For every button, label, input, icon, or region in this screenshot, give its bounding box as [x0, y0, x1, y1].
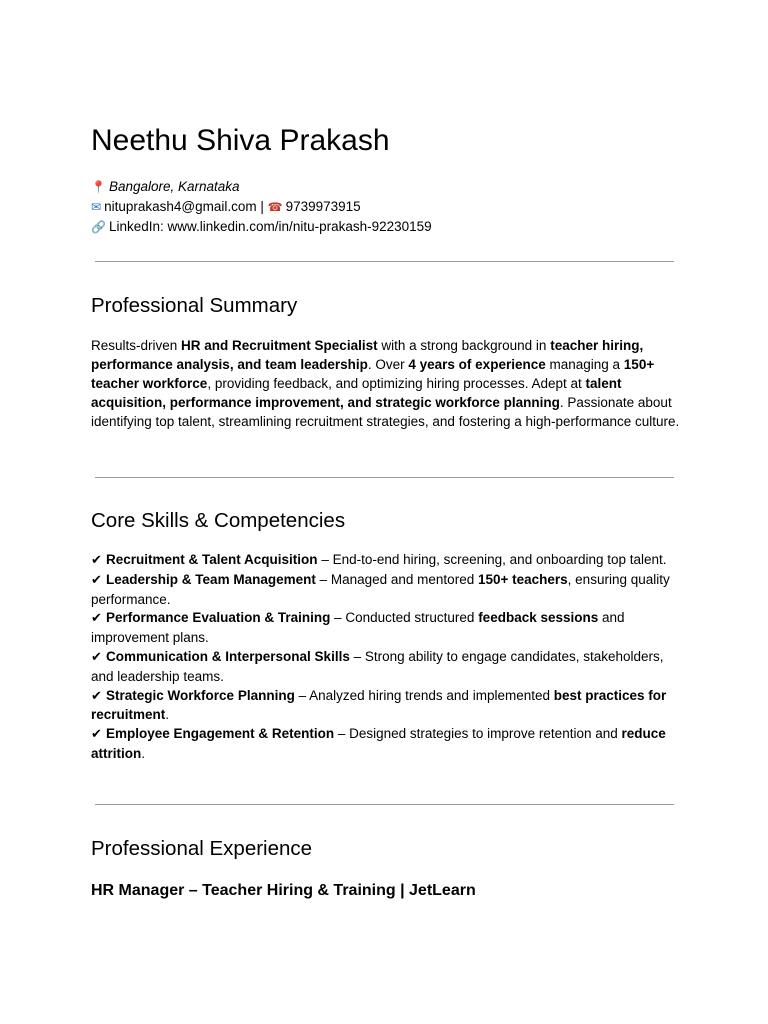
- summary-heading: Professional Summary: [91, 294, 298, 317]
- text-span: with a strong background in: [377, 338, 551, 353]
- checkmark-icon: ✔: [91, 649, 107, 665]
- skill-item: [91, 609, 681, 648]
- text-span: , ensuring quality performance.: [91, 571, 670, 607]
- skills-list: [91, 551, 681, 764]
- bold-text: reduce attrition: [91, 726, 666, 761]
- contact-separator: |: [256, 199, 268, 214]
- bold-text: HR and Recruitment Specialist: [181, 338, 378, 353]
- phone-icon: ☎: [267, 200, 283, 214]
- skill-item: [91, 571, 681, 610]
- bold-text: Performance Evaluation & Training: [106, 610, 331, 626]
- bold-text: teacher hiring, performance analysis, and team leadership: [91, 338, 644, 372]
- text-span: . Passionate about identifying top talent, streamlining recruitment strategies, and fostering a high-performance culture.: [91, 395, 680, 429]
- skill-item: [91, 687, 681, 726]
- bold-text: Communication & Interpersonal Skills: [106, 648, 350, 664]
- section-divider: [95, 261, 674, 262]
- skill-item: [91, 648, 681, 687]
- section-divider: [95, 804, 674, 805]
- bold-text: Strategic Workforce Planning: [106, 687, 295, 703]
- skills-heading: Core Skills & Competencies: [91, 509, 346, 532]
- email-icon: ✉: [91, 200, 102, 214]
- text-span: and improvement plans.: [91, 610, 625, 646]
- link-icon: 🔗: [91, 220, 106, 234]
- text-span: Results-driven: [91, 338, 182, 353]
- summary-paragraph: [91, 336, 681, 431]
- contact-block: [91, 177, 432, 237]
- text-span: .: [141, 745, 146, 761]
- location-line: [91, 177, 432, 197]
- job-title: HR Manager – Teacher Hiring & Training | JetLearn: [91, 882, 476, 899]
- text-span: . Over: [367, 357, 409, 372]
- bold-text: Recruitment & Talent Acquisition: [106, 552, 318, 567]
- text-span: .: [165, 707, 170, 723]
- text-span: – End-to-end hiring, screening, and onboarding top talent.: [317, 552, 667, 567]
- bold-text: Employee Engagement & Retention: [106, 726, 335, 742]
- checkmark-icon: ✔: [91, 553, 107, 568]
- linkedin-url[interactable]: www.linkedin.com/in/nitu-prakash-92230159: [167, 219, 432, 234]
- checkmark-icon: ✔: [91, 688, 107, 704]
- location-text: Bangalore, Karnataka: [108, 179, 240, 194]
- text-span: – Strong ability to engage candidates, stakeholders, and leadership teams.: [91, 648, 664, 684]
- bold-text: feedback sessions: [478, 610, 599, 626]
- text-span: – Analyzed hiring trends and implemented: [294, 687, 554, 703]
- phone-number: 9739973915: [285, 199, 361, 214]
- checkmark-icon: ✔: [91, 611, 107, 627]
- checkmark-icon: ✔: [91, 727, 107, 743]
- linkedin-line: [91, 217, 432, 237]
- email-link[interactable]: nituprakash4@gmail.com: [104, 199, 257, 214]
- text-span: , providing feedback, and optimizing hiring processes. Adept at: [207, 376, 586, 391]
- skill-item: [91, 725, 681, 764]
- bold-text: best practices for recruitment: [91, 687, 667, 723]
- bold-text: Leadership & Team Management: [106, 571, 316, 587]
- text-span: – Designed strategies to improve retention and: [334, 726, 622, 742]
- skill-item: [91, 551, 681, 571]
- bold-text: 150+ teachers: [477, 571, 568, 587]
- email-phone-line: [91, 197, 432, 217]
- experience-heading: Professional Experience: [91, 837, 313, 860]
- bold-text: talent acquisition, performance improvement, and strategic workforce planning: [91, 376, 622, 410]
- candidate-name: Neethu Shiva Prakash: [91, 124, 390, 157]
- pin-icon: 📍: [91, 180, 106, 194]
- bold-text: 4 years of experience: [408, 357, 546, 372]
- text-span: – Conducted structured: [330, 610, 479, 626]
- text-span: – Managed and mentored: [315, 571, 478, 587]
- checkmark-icon: ✔: [91, 572, 107, 588]
- linkedin-label: LinkedIn:: [108, 219, 164, 234]
- bold-text: 150+ teacher workforce: [91, 357, 655, 391]
- text-span: managing a: [545, 357, 624, 372]
- section-divider: [95, 477, 674, 478]
